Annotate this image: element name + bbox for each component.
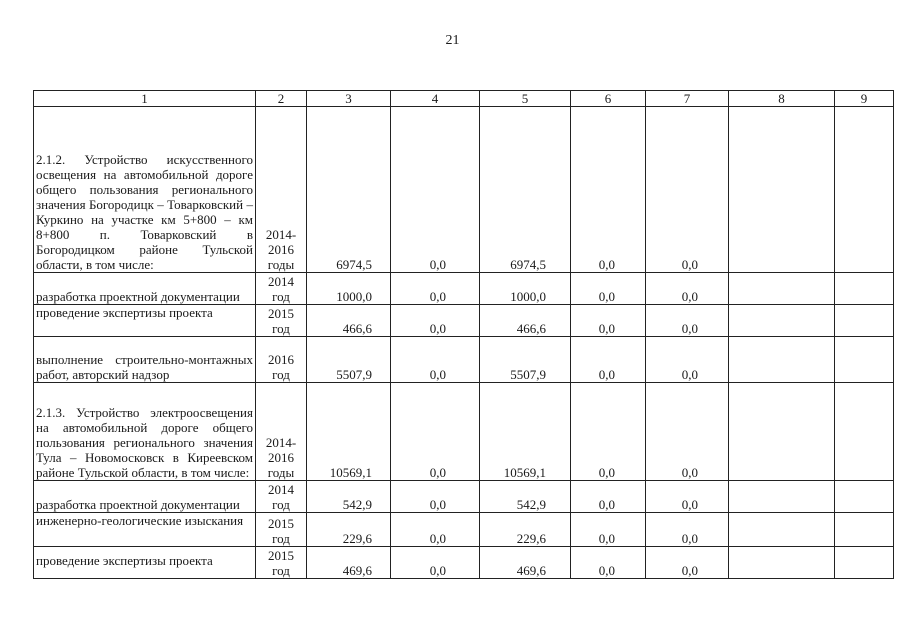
table-row — [34, 383, 894, 481]
row-period: 2014 год — [256, 273, 307, 305]
cell-col6: 0,0 — [571, 305, 646, 337]
cell-col6: 0,0 — [571, 513, 646, 547]
cell-col3: 1000,0 — [307, 273, 391, 305]
cell-col8 — [729, 513, 835, 547]
row-description: проведение экспертизы проекта — [34, 547, 256, 579]
cell-col7: 0,0 — [646, 383, 729, 481]
row-period: 2014 год — [256, 481, 307, 513]
cell-col3: 229,6 — [307, 513, 391, 547]
cell-col9 — [835, 337, 894, 383]
cell-col4: 0,0 — [391, 481, 480, 513]
cell-col5: 10569,1 — [480, 383, 571, 481]
row-description: разработка проектной документации — [34, 273, 256, 305]
row-period: 2016 год — [256, 337, 307, 383]
cell-col4: 0,0 — [391, 547, 480, 579]
cell-col7: 0,0 — [646, 337, 729, 383]
row-period: 2015 год — [256, 547, 307, 579]
column-header: 8 — [729, 91, 835, 107]
column-header: 3 — [307, 91, 391, 107]
table-row — [34, 273, 894, 305]
row-description: проведение экспертизы проекта — [34, 305, 256, 337]
cell-col8 — [729, 547, 835, 579]
cell-col6: 0,0 — [571, 547, 646, 579]
row-period: 2015 год — [256, 305, 307, 337]
cell-col8 — [729, 273, 835, 305]
cell-col3: 6974,5 — [307, 107, 391, 273]
row-description: инженерно-геологические изыскания — [34, 513, 256, 547]
cell-col9 — [835, 547, 894, 579]
cell-col7: 0,0 — [646, 305, 729, 337]
cell-col4: 0,0 — [391, 513, 480, 547]
cell-col6: 0,0 — [571, 383, 646, 481]
cell-col5: 5507,9 — [480, 337, 571, 383]
cell-col9 — [835, 383, 894, 481]
column-header: 2 — [256, 91, 307, 107]
table-row — [34, 107, 894, 273]
cell-col7: 0,0 — [646, 273, 729, 305]
cell-col9 — [835, 481, 894, 513]
row-description: 2.1.2. Устройство искусственного освещения на автомобильной дороге общего пользования регионального значения Богородицк – Товарковский – Куркино на участке км 5+800 – км 8+800 п. Товарковский в Богородицком районе Тульской области, в том числе: — [34, 107, 256, 273]
cell-col5: 542,9 — [480, 481, 571, 513]
cell-col6: 0,0 — [571, 107, 646, 273]
cell-col4: 0,0 — [391, 383, 480, 481]
budget-table — [33, 90, 894, 579]
table-row — [34, 481, 894, 513]
cell-col8 — [729, 107, 835, 273]
row-description: 2.1.3. Устройство электроосвещения на автомобильной дороге общего пользования регионального значения Тула – Новомосковск в Киреевском районе Тульской области, в том числе: — [34, 383, 256, 481]
row-period: 2014-2016 годы — [256, 383, 307, 481]
cell-col8 — [729, 481, 835, 513]
cell-col5: 466,6 — [480, 305, 571, 337]
table-row — [34, 305, 894, 337]
table-row — [34, 547, 894, 579]
cell-col5: 469,6 — [480, 547, 571, 579]
cell-col9 — [835, 305, 894, 337]
cell-col8 — [729, 305, 835, 337]
row-description: разработка проектной документации — [34, 481, 256, 513]
column-header: 6 — [571, 91, 646, 107]
cell-col3: 466,6 — [307, 305, 391, 337]
cell-col5: 229,6 — [480, 513, 571, 547]
column-header: 4 — [391, 91, 480, 107]
cell-col4: 0,0 — [391, 337, 480, 383]
cell-col3: 542,9 — [307, 481, 391, 513]
cell-col7: 0,0 — [646, 107, 729, 273]
cell-col9 — [835, 107, 894, 273]
column-header: 1 — [34, 91, 256, 107]
cell-col7: 0,0 — [646, 513, 729, 547]
cell-col4: 0,0 — [391, 305, 480, 337]
header-row — [34, 91, 894, 107]
cell-col6: 0,0 — [571, 273, 646, 305]
cell-col5: 6974,5 — [480, 107, 571, 273]
row-period: 2014-2016 годы — [256, 107, 307, 273]
cell-col5: 1000,0 — [480, 273, 571, 305]
cell-col7: 0,0 — [646, 547, 729, 579]
cell-col3: 5507,9 — [307, 337, 391, 383]
table-row — [34, 513, 894, 547]
cell-col4: 0,0 — [391, 273, 480, 305]
column-header: 9 — [835, 91, 894, 107]
cell-col6: 0,0 — [571, 337, 646, 383]
table-row — [34, 337, 894, 383]
cell-col8 — [729, 383, 835, 481]
cell-col4: 0,0 — [391, 107, 480, 273]
cell-col3: 10569,1 — [307, 383, 391, 481]
cell-col8 — [729, 337, 835, 383]
column-header: 5 — [480, 91, 571, 107]
cell-col9 — [835, 513, 894, 547]
page-number: 21 — [445, 33, 460, 48]
cell-col3: 469,6 — [307, 547, 391, 579]
column-header: 7 — [646, 91, 729, 107]
cell-col7: 0,0 — [646, 481, 729, 513]
row-description: выполнение строительно-монтажных работ, авторский надзор — [34, 337, 256, 383]
cell-col6: 0,0 — [571, 481, 646, 513]
row-period: 2015 год — [256, 513, 307, 547]
cell-col9 — [835, 273, 894, 305]
